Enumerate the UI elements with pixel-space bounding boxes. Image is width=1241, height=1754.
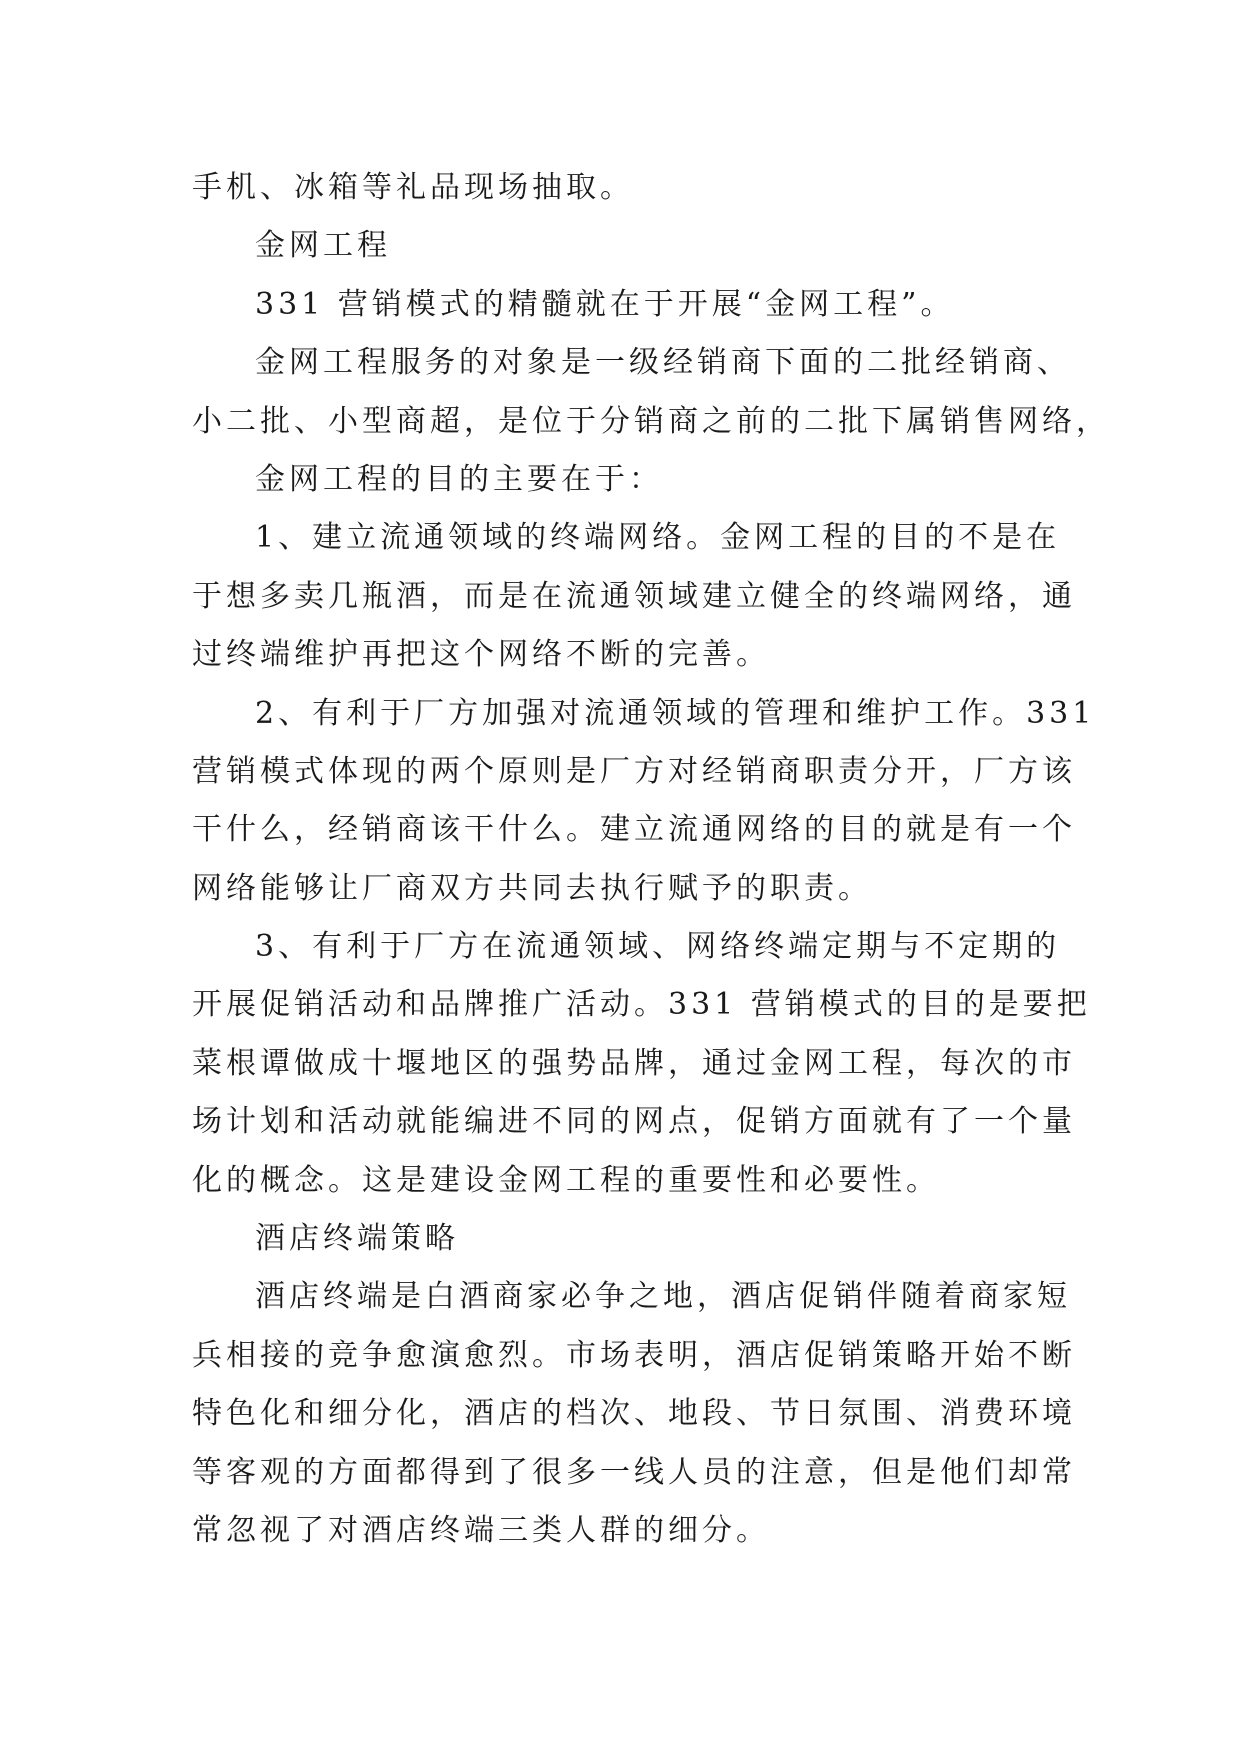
text-line: 331 营销模式的精髓就在于开展“金网工程”。 [255, 286, 955, 322]
text-line: 于想多卖几瓶酒，而是在流通领域建立健全的终端网络，通 [192, 578, 1076, 614]
text-line: 场计划和活动就能编进不同的网点，促销方面就有了一个量 [192, 1104, 1076, 1140]
document-body [192, 159, 1110, 1560]
text-line: 等客观的方面都得到了很多一线人员的注意，但是他们却常 [192, 1454, 1076, 1490]
list-item-line: 1、建立流通领域的终端网络。金网工程的目的不是在 [255, 520, 1061, 556]
text-line: 过终端维护再把这个网络不断的完善。 [192, 637, 770, 673]
section-heading: 酒店终端策略 [255, 1221, 459, 1257]
text-line: 手机、冰箱等礼品现场抽取。 [192, 170, 634, 205]
text-line: 金网工程的目的主要在于： [255, 461, 663, 497]
text-line: 兵相接的竞争愈演愈烈。市场表明，酒店促销策略开始不断 [192, 1337, 1076, 1373]
text-line: 营销模式体现的两个原则是厂方对经销商职责分开，厂方该 [192, 753, 1076, 789]
text-line: 常忽视了对酒店终端三类人群的细分。 [192, 1512, 770, 1548]
text-line: 化的概念。这是建设金网工程的重要性和必要性。 [192, 1162, 940, 1198]
text-line: 干什么，经销商该干什么。建立流通网络的目的就是有一个 [192, 812, 1076, 848]
text-line: 特色化和细分化，酒店的档次、地段、节日氛围、消费环境 [192, 1396, 1076, 1432]
list-item-line: 2、有利于厂方加强对流通领域的管理和维护工作。331 [255, 695, 1096, 731]
text-line: 菜根谭做成十堰地区的强势品牌，通过金网工程，每次的市 [192, 1045, 1076, 1081]
text-line: 小二批、小型商超，是位于分销商之前的二批下属销售网络， [192, 403, 1110, 439]
text-line: 金网工程服务的对象是一级经销商下面的二批经销商、 [255, 345, 1071, 381]
section-heading: 金网工程 [255, 228, 391, 264]
text-line: 开展促销活动和品牌推广活动。331 营销模式的目的是要把 [192, 987, 1091, 1023]
text-line: 网络能够让厂商双方共同去执行赋予的职责。 [192, 870, 872, 906]
text-line: 酒店终端是白酒商家必争之地，酒店促销伴随着商家短 [255, 1279, 1071, 1315]
list-item-line: 3、有利于厂方在流通领域、网络终端定期与不定期的 [255, 929, 1061, 965]
